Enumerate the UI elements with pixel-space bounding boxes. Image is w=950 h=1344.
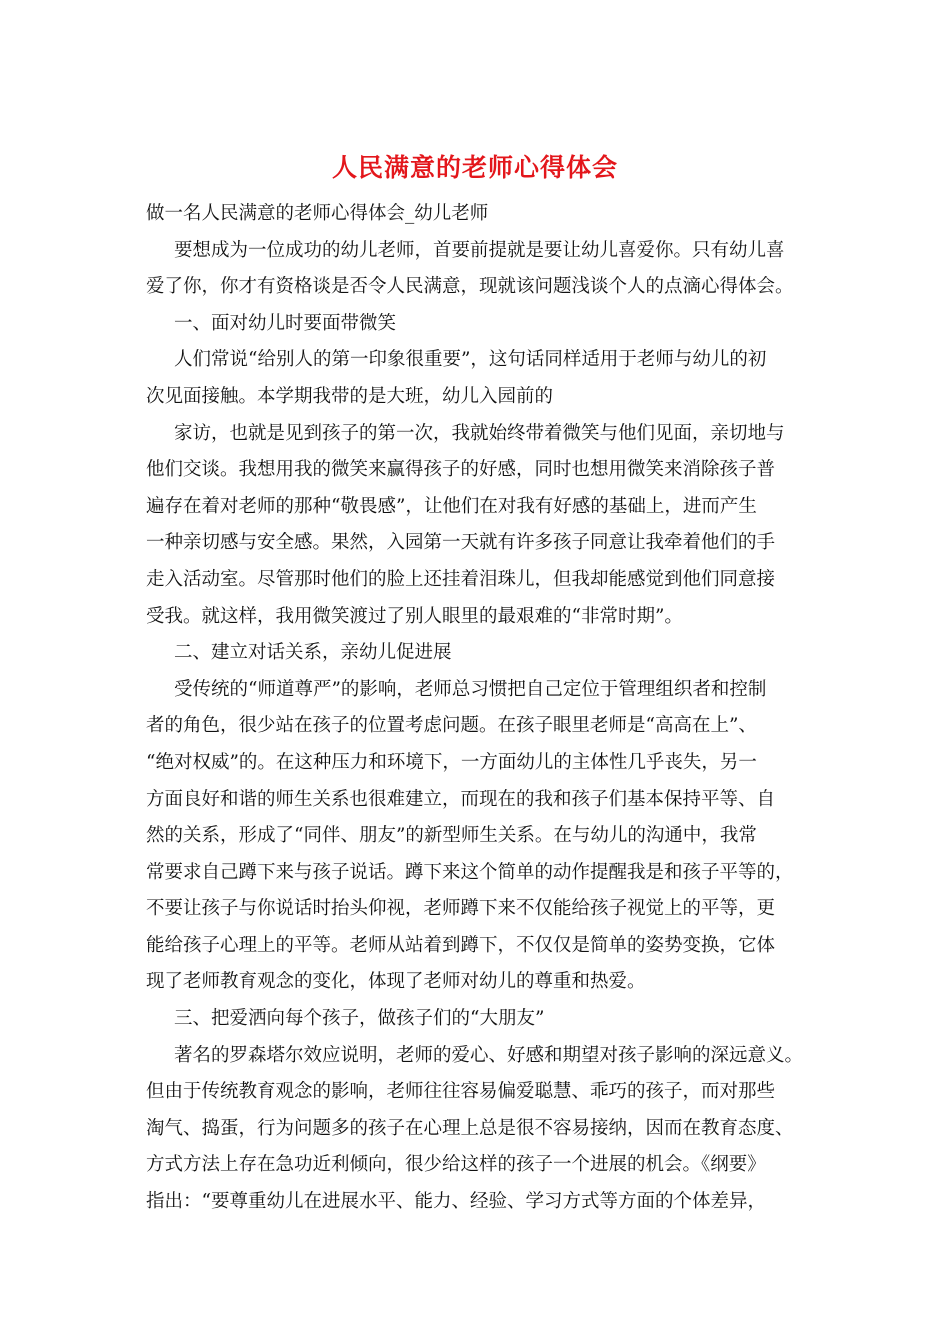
- text-line: 者的角色，很少站在孩子的位置考虑问题。在孩子眼里老师是“高高在上”、: [146, 715, 757, 737]
- text-line: 指出：“要尊重幼儿在进展水平、能力、经验、学习方式等方面的个体差异，: [146, 1191, 766, 1213]
- text-line: 然的关系，形成了“同伴、朋友”的新型师生关系。在与幼儿的沟通中，我常: [146, 825, 757, 847]
- text-line: “绝对权威”的。在这种压力和环境下，一方面幼儿的主体性几乎丧失，另一: [146, 751, 757, 773]
- text-line: 不要让孩子与你说话时抬头仰视，老师蹲下来不仅能给孩子视觉上的平等，更: [146, 898, 776, 920]
- text-line: 受我。就这样，我用微笑渡过了别人眼里的最艰难的“非常时期”。: [146, 605, 683, 627]
- document-body: [146, 196, 826, 1221]
- text-line: 受传统的“师道尊严”的影响，老师总习惯把自己定位于管理组织者和控制: [174, 678, 767, 700]
- text-line: 他们交谈。我想用我的微笑来赢得孩子的好感，同时也想用微笑来消除孩子普: [146, 459, 776, 481]
- text-line: 一、面对幼儿时要面带微笑: [174, 312, 397, 334]
- text-line: 常要求自己蹲下来与孩子说话。蹲下来这个简单的动作提醒我是和孩子平等的，: [146, 861, 794, 883]
- text-line: 现了老师教育观念的变化，体现了老师对幼儿的尊重和热爱。: [146, 971, 646, 993]
- document-title: 人民满意的老师心得体会: [331, 153, 618, 182]
- text-line: 人们常说“给别人的第一印象很重要”，这句话同样适用于老师与幼儿的初: [174, 349, 767, 371]
- text-line: 三、把爱洒向每个孩子，做孩子们的“大朋友”: [174, 1008, 545, 1030]
- text-line: 方面良好和谐的师生关系也很难建立，而现在的我和孩子们基本保持平等、自: [146, 788, 776, 810]
- text-line: 一种亲切感与安全感。果然，入园第一天就有许多孩子同意让我牵着他们的手: [146, 532, 776, 554]
- text-line: 爱了你，你才有资格谈是否令人民满意，现就该问题浅谈个人的点滴心得体会。: [146, 276, 794, 298]
- text-line: 著名的罗森塔尔效应说明，老师的爱心、好感和期望对孩子影响的深远意义。: [174, 1044, 804, 1066]
- text-line: 二、建立对话关系，亲幼儿促进展: [174, 642, 452, 664]
- text-line: 家访，也就是见到孩子的第一次，我就始终带着微笑与他们见面，亲切地与: [174, 422, 785, 444]
- text-line: 做一名人民满意的老师心得体会_幼儿老师: [146, 203, 489, 224]
- text-line: 方式方法上存在急功近利倾向，很少给这样的孩子一个进展的机会。《纲要》: [146, 1154, 766, 1176]
- text-line: 要想成为一位成功的幼儿老师，首要前提就是要让幼儿喜爱你。只有幼儿喜: [174, 239, 785, 261]
- text-line: 能给孩子心理上的平等。老师从站着到蹲下，不仅仅是简单的姿势变换，它体: [146, 934, 776, 956]
- text-line: 遍存在着对老师的那种“敬畏感”，让他们在对我有好感的基础上，进而产生: [146, 495, 757, 517]
- text-line: 次见面接触。本学期我带的是大班，幼儿入园前的: [146, 385, 554, 407]
- text-line: 淘气、捣蛋，行为问题多的孩子在心理上总是很不容易接纳，因而在教育态度、: [146, 1117, 794, 1139]
- text-line: 但由于传统教育观念的影响，老师往往容易偏爱聪慧、乖巧的孩子，而对那些: [146, 1081, 776, 1103]
- text-line: 走入活动室。尽管那时他们的脸上还挂着泪珠儿，但我却能感觉到他们同意接: [146, 568, 776, 590]
